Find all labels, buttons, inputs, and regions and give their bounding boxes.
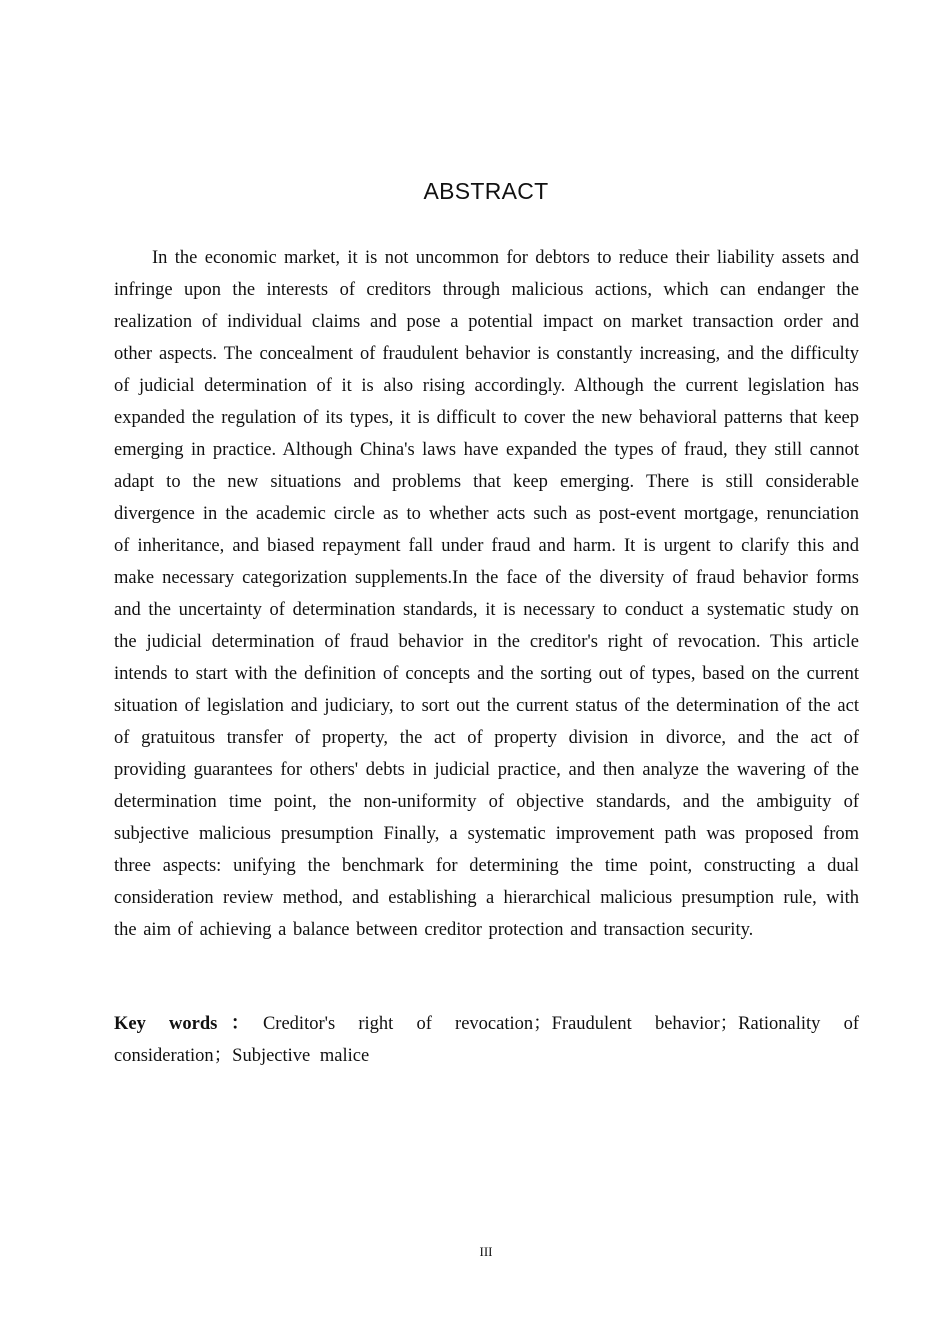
abstract-title: ABSTRACT <box>423 178 549 204</box>
page-number: III <box>479 1244 493 1259</box>
keywords-text: Creditor's right of revocation；Fraudulent behavior；Rationality of consideration；Subjective malice <box>114 1014 859 1066</box>
abstract-body: In the economic market, it is not uncommon for debtors to reduce their liability assets and infringe upon the interests of creditors through malicious actions, which can endanger the realization of individual claims and pose a potential impact on market transaction order and other aspects. The concealment of fraudulent behavior is constantly increasing, and the difficulty of judicial determination of it is also rising accordingly. Although the current legislation has expanded the regulation of its types, it is difficult to cover the new behavioral patterns that keep emerging in practice. Although China's laws have expanded the types of fraud, they still cannot adapt to the new situations and problems that keep emerging. There is still considerable divergence in the academic circle as to whether acts such as post-event mortgage, renunciation of inheritance, and biased repayment fall under fraud and harm. It is urgent to clarify this and make necessary categorization supplements.In the face of the diversity of fraud behavior forms and the uncertainty of determination standards, it is necessary to conduct a systematic study on the judicial determination of fraud behavior in the creditor's right of revocation. This article intends to start with the definition of concepts and the sorting out of types, based on the current situation of legislation and judiciary, to sort out the current status of the determination of the act of gratuitous transfer of property, the act of property division in divorce, and the act of providing guarantees for others' debts in judicial practice, and then analyze the wavering of the determination time point, the non-uniformity of objective standards, and the ambiguity of subjective malicious presumption Finally, a systematic improvement path was proposed from three aspects: unifying the benchmark for determining the time point, constructing a dual consideration review method, and establishing a hierarchical malicious presumption rule, with the aim of achieving a balance between creditor protection and transaction security. <box>114 248 859 940</box>
keywords-paragraph <box>114 1008 859 1072</box>
keywords-label: Key words： <box>114 1014 263 1034</box>
